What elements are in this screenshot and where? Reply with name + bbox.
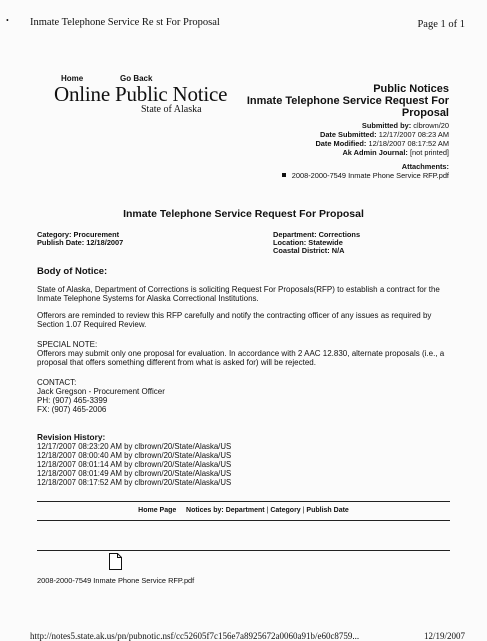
body-heading: Body of Notice: xyxy=(37,266,108,277)
department: Department: Corrections xyxy=(273,230,361,239)
divider xyxy=(37,520,450,521)
section-title: Public Notices xyxy=(373,83,449,95)
publish-date: Publish Date: 12/18/2007 xyxy=(37,238,124,247)
notice-title: Inmate Telephone Service Request For Proposal xyxy=(123,208,364,220)
attachment-link[interactable]: 2008-2000-7549 Inmate Phone Service RFP.pdf xyxy=(291,171,449,180)
document-icon[interactable] xyxy=(109,553,122,575)
go-back-link[interactable]: Go Back xyxy=(120,74,153,83)
revision-entry: 12/18/2007 08:00:40 AM by clbrown/20/State/Alaska/US xyxy=(37,451,232,460)
special-note-heading: SPECIAL NOTE: xyxy=(37,340,98,349)
site-title: Online Public Notice xyxy=(54,82,228,106)
attachment-file-link[interactable]: 2008-2000-7549 Inmate Phone Service RFP.pdf xyxy=(37,576,195,585)
admin-journal: Ak Admin Journal: [not printed] xyxy=(342,148,449,157)
body-paragraph-2: Offerors are reminded to review this RFP carefully and notify the contracting officer of any issues as required by Section 1.07 Required Review. xyxy=(37,311,432,330)
revision-entry: 12/18/2007 08:17:52 AM by clbrown/20/State/Alaska/US xyxy=(37,478,232,487)
contact-phone: PH: (907) 465-3399 xyxy=(37,396,108,405)
separator: | xyxy=(266,507,269,514)
print-footer-date: 12/19/2007 xyxy=(423,631,465,641)
divider xyxy=(37,550,450,551)
category-link[interactable]: Category xyxy=(270,507,301,514)
print-header-page: Page 1 of 1 xyxy=(417,19,465,30)
revision-heading: Revision History: xyxy=(37,432,106,442)
revision-entry: 12/17/2007 08:23:20 AM by clbrown/20/State/Alaska/US xyxy=(37,442,232,451)
site-subtitle: State of Alaska xyxy=(141,104,202,115)
divider xyxy=(37,501,450,502)
corner-mark: • xyxy=(6,16,9,25)
special-note-text: Offerors may submit only one proposal for evaluation. In accordance with 2 AAC 12.830, alternate proposals (i.e., a proposal that offers something different from what is asked for) will be rejected. xyxy=(37,349,445,368)
notice-header-title-2: Proposal xyxy=(401,107,449,119)
attachments-label: Attachments: xyxy=(401,162,449,171)
revision-entry: 12/18/2007 08:01:49 AM by clbrown/20/State/Alaska/US xyxy=(37,469,232,478)
contact-name: Jack Gregson - Procurement Officer xyxy=(37,387,165,396)
separator: | xyxy=(302,507,305,514)
attachment-item[interactable] xyxy=(282,171,449,180)
publish-date-link[interactable]: Publish Date xyxy=(306,507,349,514)
bullet-icon xyxy=(282,173,286,177)
home-link[interactable]: Home xyxy=(61,74,84,83)
print-footer-url: http://notes5.state.ak.us/pn/pubnotic.nsf/cc52605f7c156e7a8925672a0060a91b/e60c8759... xyxy=(30,631,360,641)
notices-by-label: Notices by: xyxy=(186,507,224,514)
home-page-link[interactable]: Home Page xyxy=(138,507,177,514)
coastal-district: Coastal District: N/A xyxy=(273,246,345,255)
category: Category: Procurement xyxy=(37,230,120,239)
footer-nav xyxy=(0,507,487,514)
date-submitted: Date Submitted: 12/17/2007 08:23 AM xyxy=(319,130,449,139)
body-paragraph-1: State of Alaska, Department of Corrections is soliciting Request For Proposals(RFP) to establish a contract for the Inmate Telephone Systems for Alaska Correctional Institutions. xyxy=(37,285,440,304)
location: Location: Statewide xyxy=(273,238,343,247)
contact-fax: FX: (907) 465-2006 xyxy=(37,405,107,414)
date-modified: Date Modified: 12/18/2007 08:17:52 AM xyxy=(315,139,449,148)
contact-heading: CONTACT: xyxy=(37,378,77,387)
revision-entry: 12/18/2007 08:01:14 AM by clbrown/20/State/Alaska/US xyxy=(37,460,232,469)
notice-header-title-1: Inmate Telephone Service Request For xyxy=(246,95,449,107)
department-link[interactable]: Department xyxy=(225,507,265,514)
print-header-title: Inmate Telephone Service Re st For Proposal xyxy=(30,17,220,28)
submitted-by: Submitted by: clbrown/20 xyxy=(361,121,449,130)
